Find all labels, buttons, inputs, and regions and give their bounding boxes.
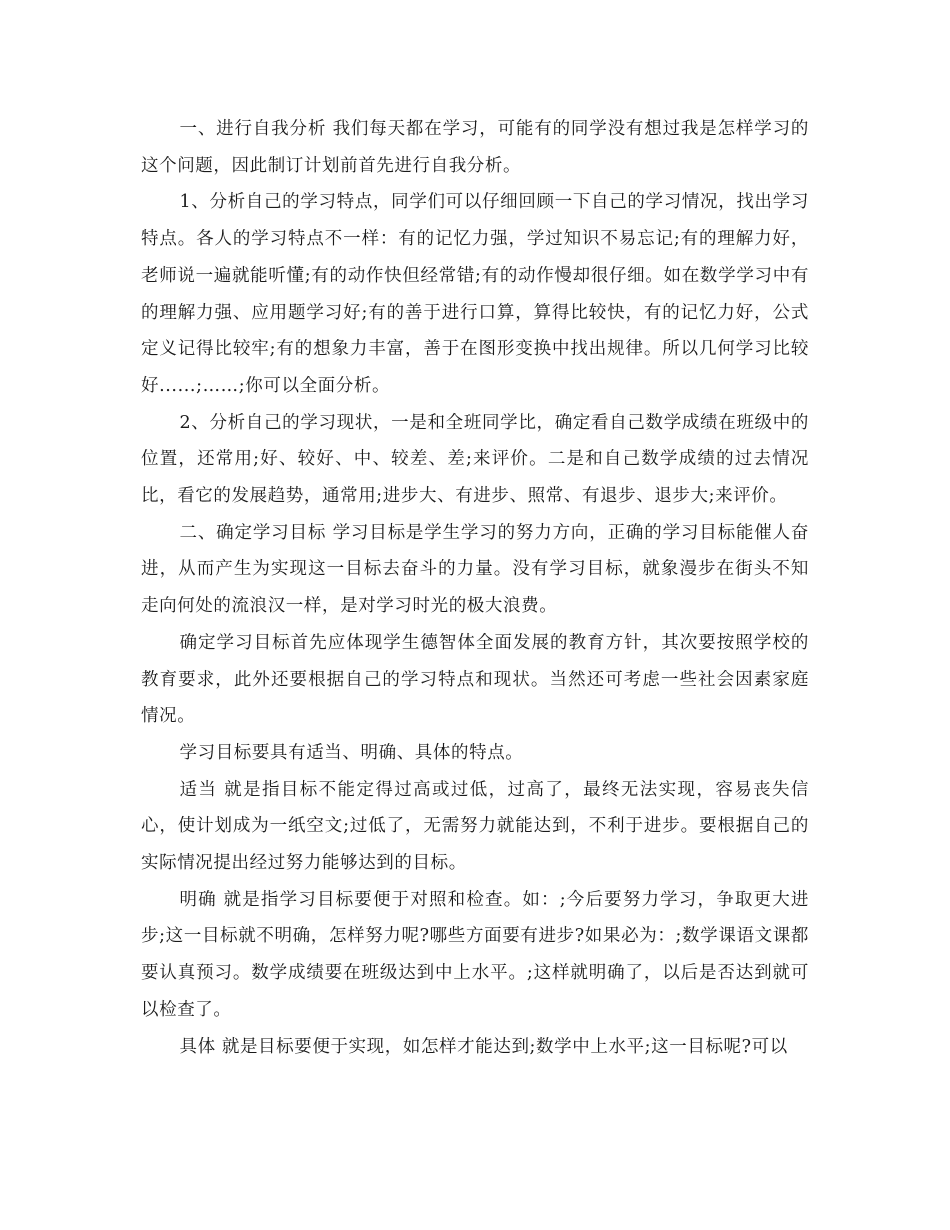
paragraph-learning-traits: 1、分析自己的学习特点，同学们可以仔细回顾一下自己的学习情况，找出学习特点。各人的学习特点不一样：有的记忆力强，学过知识不易忘记;有的理解力好，老师说一遍就能听懂;有的动作快但经常错;有的动作慢却很仔细。如在数学学习中有的理解力强、应用题学习好;有的善于进行口算，算得比较快，有的记忆力好，公式定义记得比较牢;有的想象力丰富，善于在图形变换中找出规律。所以几何学习比较好......;……;你可以全面分析。 [141, 192, 809, 396]
paragraph-set-goals: 二、确定学习目标 学习目标是学生学习的努力方向，正确的学习目标能催人奋进，从而产生为实现这一目标去奋斗的力量。没有学习目标，就象漫步在街头不知走向何处的流浪汉一样，是对学习时光的极大浪费。 [141, 522, 809, 617]
paragraph-appropriate: 适当 就是指目标不能定得过高或过低，过高了，最终无法实现，容易丧失信心，使计划成为一纸空文;过低了，无需努力就能达到，不利于进步。要根据自己的实际情况提出经过努力能够达到的目标。 [141, 779, 809, 874]
paragraph-goal-basis: 确定学习目标首先应体现学生德智体全面发展的教育方针，其次要按照学校的教育要求，此外还要根据自己的学习特点和现状。当然还可考虑一些社会因素家庭情况。 [141, 632, 809, 727]
document-body [141, 111, 809, 1065]
paragraph-goal-features: 学习目标要具有适当、明确、具体的特点。 [179, 742, 524, 763]
paragraph-clear: 明确 就是指学习目标要便于对照和检查。如：;今后要努力学习，争取更大进步;这一目标就不明确，怎样努力呢?哪些方面要有进步?如果必为：;数学课语文课都要认真预习。数学成绩要在班级达到中上水平。;这样就明确了，以后是否达到就可以检查了。 [141, 889, 809, 1020]
paragraph-self-analysis: 一、进行自我分析 我们每天都在学习，可能有的同学没有想过我是怎样学习的这个问题，因此制订计划前首先进行自我分析。 [141, 119, 809, 176]
paragraph-learning-status: 2、分析自己的学习现状，一是和全班同学比，确定看自己数学成绩在班级中的位置，还常用;好、较好、中、较差、差;来评价。二是和自己数学成绩的过去情况比，看它的发展趋势，通常用;进步大、有进步、照常、有退步、退步大;来评价。 [141, 412, 809, 507]
paragraph-specific: 具体 就是目标要便于实现，如怎样才能达到;数学中上水平;这一目标呢?可以 [179, 1036, 788, 1057]
